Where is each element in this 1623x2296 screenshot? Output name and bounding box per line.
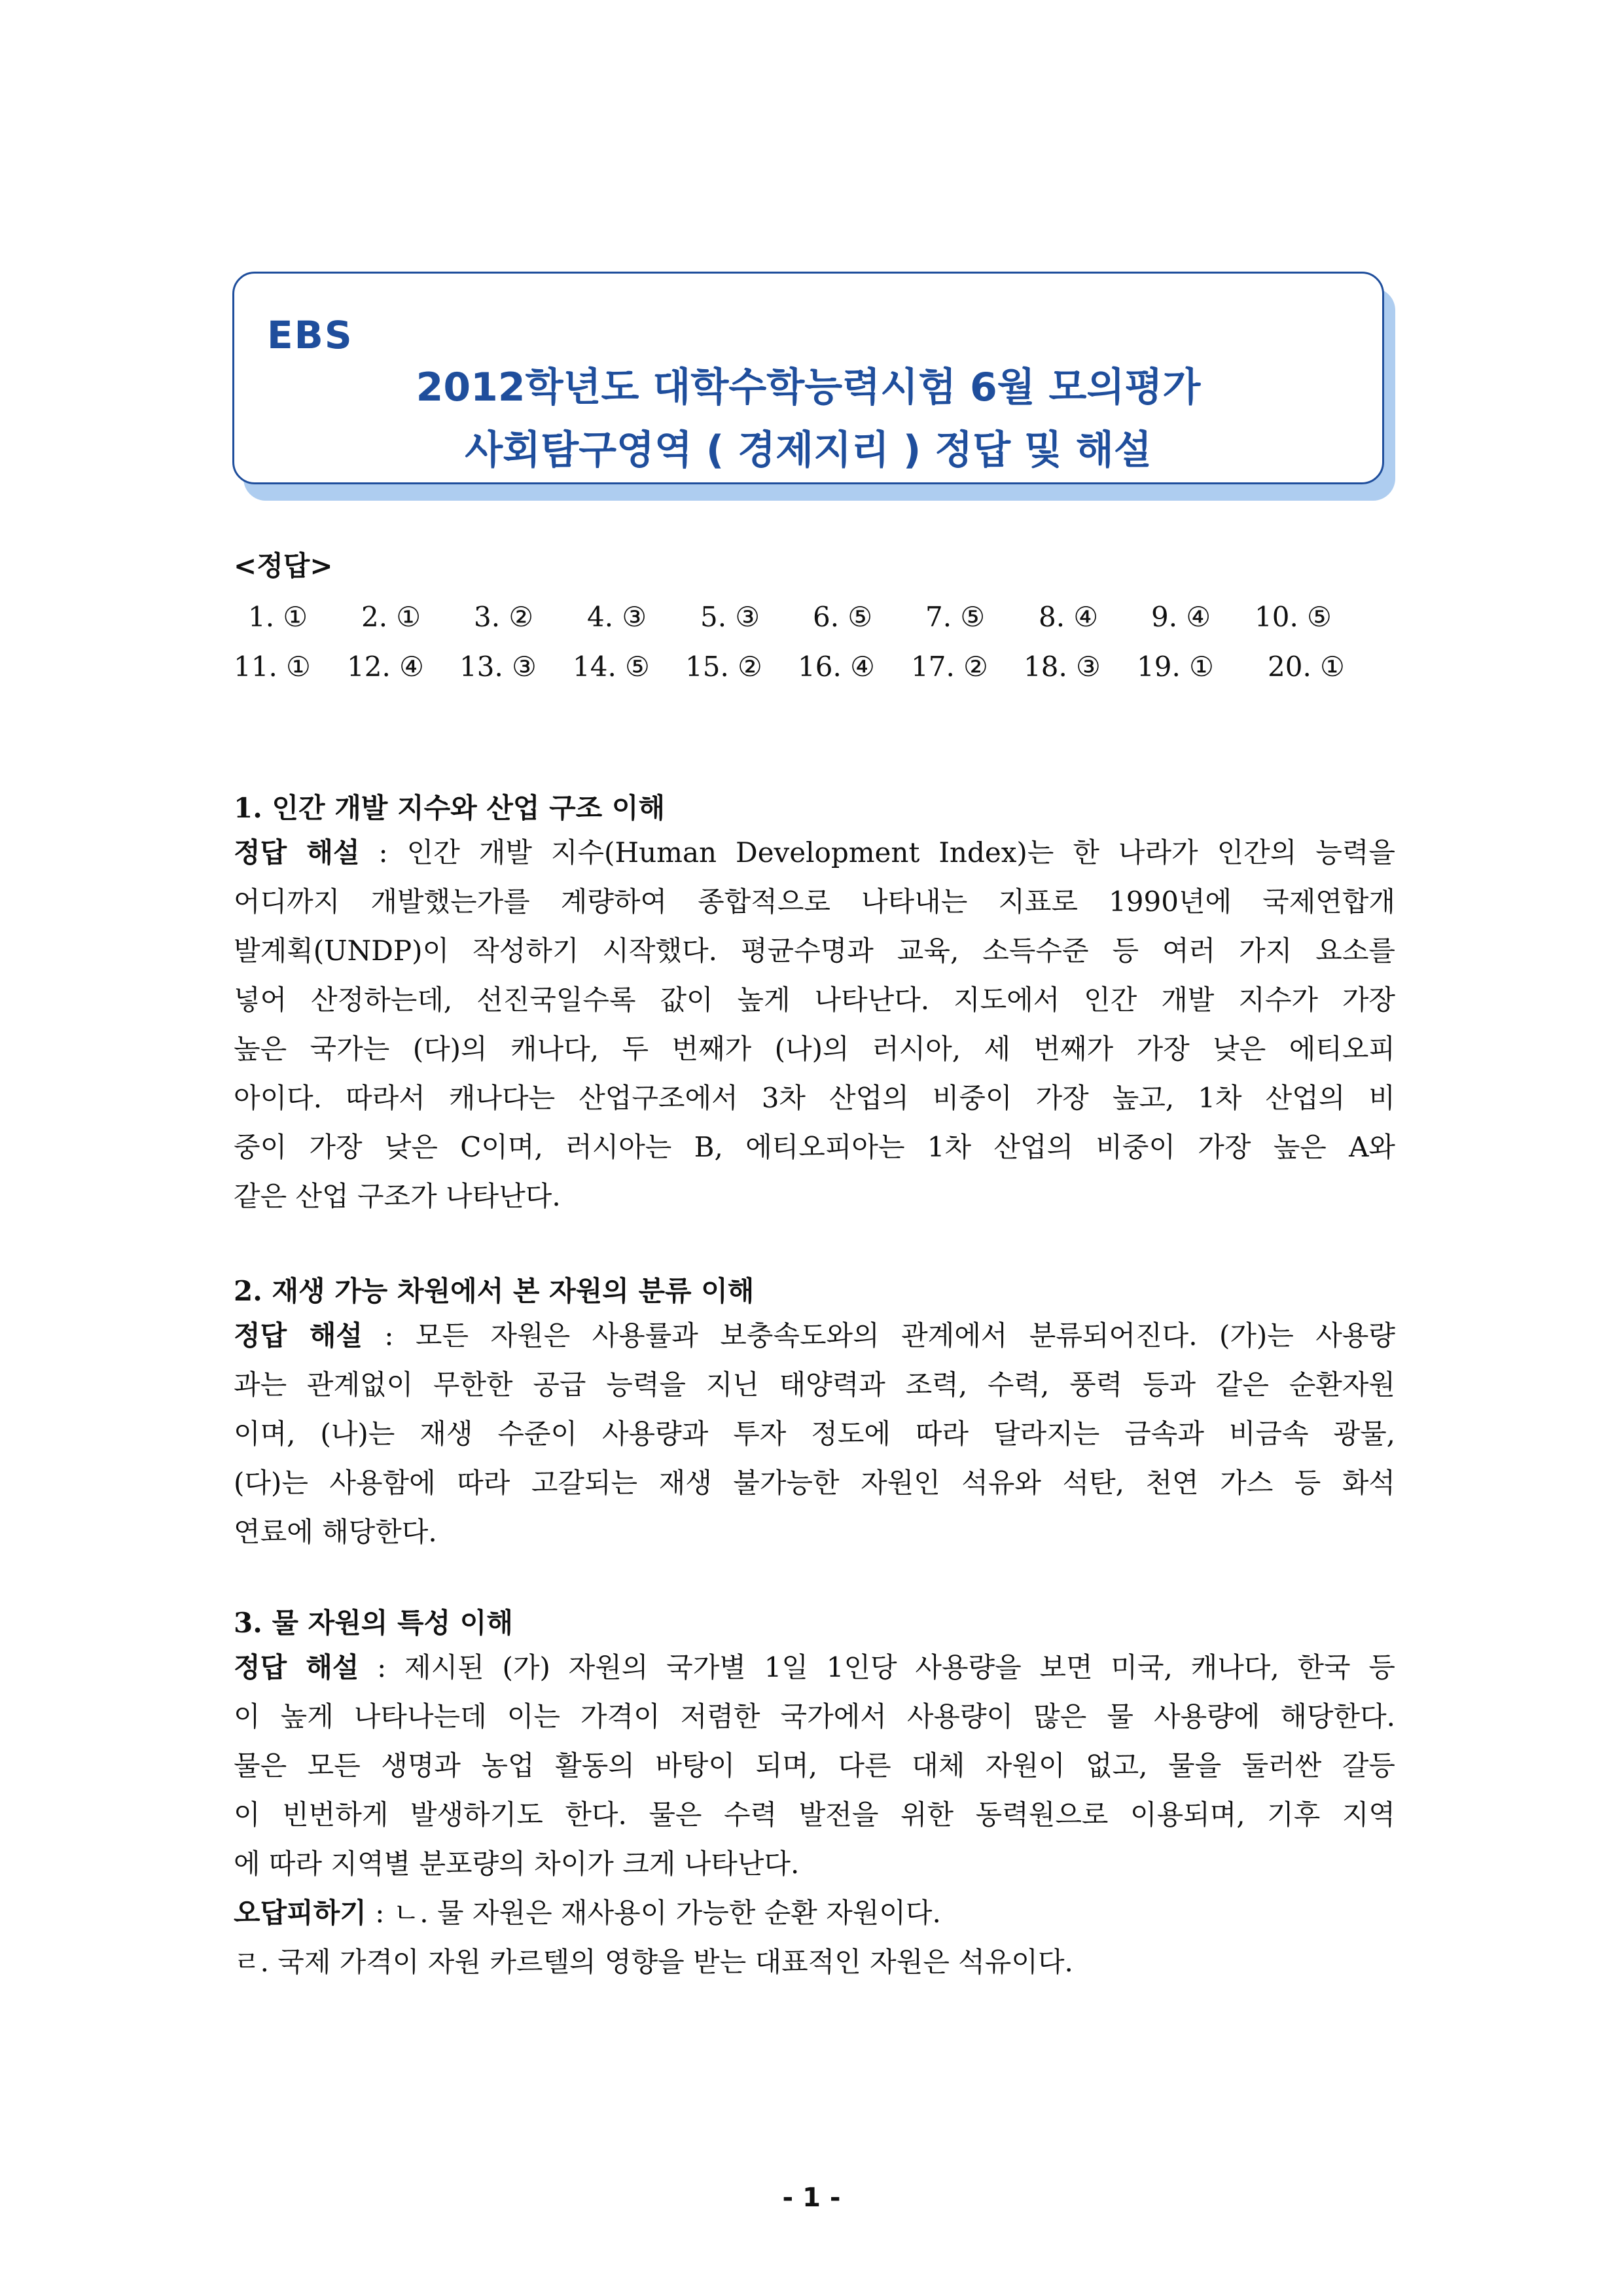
body-line: (다)는 사용함에 따라 고갈되는 재생 불가능한 자원인 석유와 석탄, 천연 가스 등 화석 — [234, 1467, 1395, 1499]
answer-row-1 — [234, 601, 1399, 643]
answer-item: 20. ① — [1268, 651, 1345, 683]
body-text: : 제시된 (가) 자원의 국가별 1일 1인당 사용량을 보면 미국, 캐나다, 한국 등 — [359, 1651, 1395, 1683]
section-title: 3. 물 자원의 특성 이해 — [234, 1607, 513, 1639]
answer-item: 10. ⑤ — [1255, 601, 1332, 633]
body-line: 같은 산업 구조가 나타난다. — [234, 1180, 561, 1212]
body-line: 연료에 해당한다. — [234, 1516, 437, 1548]
page-number: - 1 - — [782, 2183, 841, 2213]
body-line: 에 따라 지역별 분포량의 차이가 크게 나타난다. — [234, 1848, 800, 1880]
answer-explanation-label: 정답 해설 — [234, 836, 360, 869]
answer-item: 2. ① — [361, 601, 421, 633]
header-title-line2: 사회탐구영역 ( 경제지리 ) 정답 및 해설 — [465, 427, 1152, 473]
answer-item: 17. ② — [911, 651, 988, 683]
header-title-line1: 2012학년도 대학수학능력시험 6월 모의평가 — [416, 365, 1201, 410]
body-line: 넣어 산정하는데, 선진국일수록 값이 높게 나타난다. 지도에서 인간 개발 지수가 가장 — [234, 984, 1395, 1016]
header-box — [232, 272, 1384, 484]
answer-item: 18. ③ — [1024, 651, 1101, 683]
answer-item: 1. ① — [248, 601, 308, 633]
answer-row-2 — [234, 651, 1399, 692]
answer-explanation-label: 정답 해설 — [234, 1319, 363, 1352]
answer-item: 16. ④ — [798, 651, 875, 683]
answer-item: 12. ④ — [347, 651, 424, 683]
section-title: 1. 인간 개발 지수와 산업 구조 이해 — [234, 792, 666, 824]
body-line — [234, 828, 1395, 877]
answers-heading: <정답> — [234, 550, 333, 582]
ebs-logo: EBS — [267, 313, 353, 357]
body-line: 이 빈번하게 발생하기도 한다. 물은 수력 발전을 위한 동력원으로 이용되며, 기후 지역 — [234, 1799, 1395, 1831]
body-line: 발계획(UNDP)이 작성하기 시작했다. 평균수명과 교육, 소득수준 등 여러 가지 요소를 — [234, 935, 1395, 967]
wrong-answer-label: 오답피하기 — [234, 1897, 366, 1929]
answer-explanation-label: 정답 해설 — [234, 1651, 359, 1683]
body-line: 어디까지 개발했는가를 계량하여 종합적으로 나타내는 지표로 1990년에 국제연합개 — [234, 886, 1395, 918]
body-line: 이며, (나)는 재생 수준이 사용량과 투자 정도에 따라 달라지는 금속과 비금속 광물, — [234, 1418, 1395, 1450]
answer-item: 9. ④ — [1151, 601, 1211, 633]
section-1 — [234, 789, 1395, 1221]
body-line: 물은 모든 생명과 농업 활동의 바탕이 되며, 다른 대체 자원이 없고, 물을 둘러싼 갈등 — [234, 1749, 1395, 1782]
body-line: 아이다. 따라서 캐나다는 산업구조에서 3차 산업의 비중이 가장 높고, 1차 산업의 비 — [234, 1082, 1395, 1114]
body-line: 이 높게 나타나는데 이는 가격이 저렴한 국가에서 사용량이 많은 물 사용량에 해당한다. — [234, 1700, 1395, 1732]
section-2 — [234, 1272, 1395, 1556]
answer-item: 19. ① — [1137, 651, 1214, 683]
body-text: : 인간 개발 지수(Human Development Index)는 한 나라가 인간의 능력을 — [359, 836, 1395, 869]
body-text: : ㄴ. 물 자원은 재사용이 가능한 순환 자원이다. — [366, 1897, 941, 1929]
section-3 — [234, 1604, 1395, 1986]
body-line: 중이 가장 낮은 C이며, 러시아는 B, 에티오피아는 1차 산업의 비중이 가장 높은 A와 — [234, 1131, 1395, 1163]
answer-item: 13. ③ — [459, 651, 537, 683]
answer-item: 5. ③ — [700, 601, 760, 633]
body-line: 과는 관계없이 무한한 공급 능력을 지닌 태양력과 조력, 수력, 풍력 등과 같은 순환자원 — [234, 1369, 1395, 1401]
answer-item: 14. ⑤ — [573, 651, 650, 683]
section-title: 2. 재생 가능 차원에서 본 자원의 분류 이해 — [234, 1275, 755, 1307]
body-line: ㄹ. 국제 가격이 자원 카르텔의 영향을 받는 대표적인 자원은 석유이다. — [234, 1946, 1073, 1978]
answer-item: 11. ① — [234, 651, 311, 683]
answer-item: 3. ② — [474, 601, 534, 633]
answer-item: 15. ② — [685, 651, 762, 683]
body-line — [234, 1643, 1395, 1692]
answer-item: 7. ⑤ — [925, 601, 986, 633]
body-text: : 모든 자원은 사용률과 보충속도와의 관계에서 분류되어진다. (가)는 사용량 — [362, 1319, 1395, 1352]
body-line — [234, 1888, 1395, 1937]
answer-item: 8. ④ — [1039, 601, 1099, 633]
body-line: 높은 국가는 (다)의 캐나다, 두 번째가 (나)의 러시아, 세 번째가 가장 낮은 에티오피 — [234, 1033, 1395, 1065]
answer-item: 4. ③ — [587, 601, 647, 633]
body-line — [234, 1311, 1395, 1360]
answer-item: 6. ⑤ — [813, 601, 873, 633]
